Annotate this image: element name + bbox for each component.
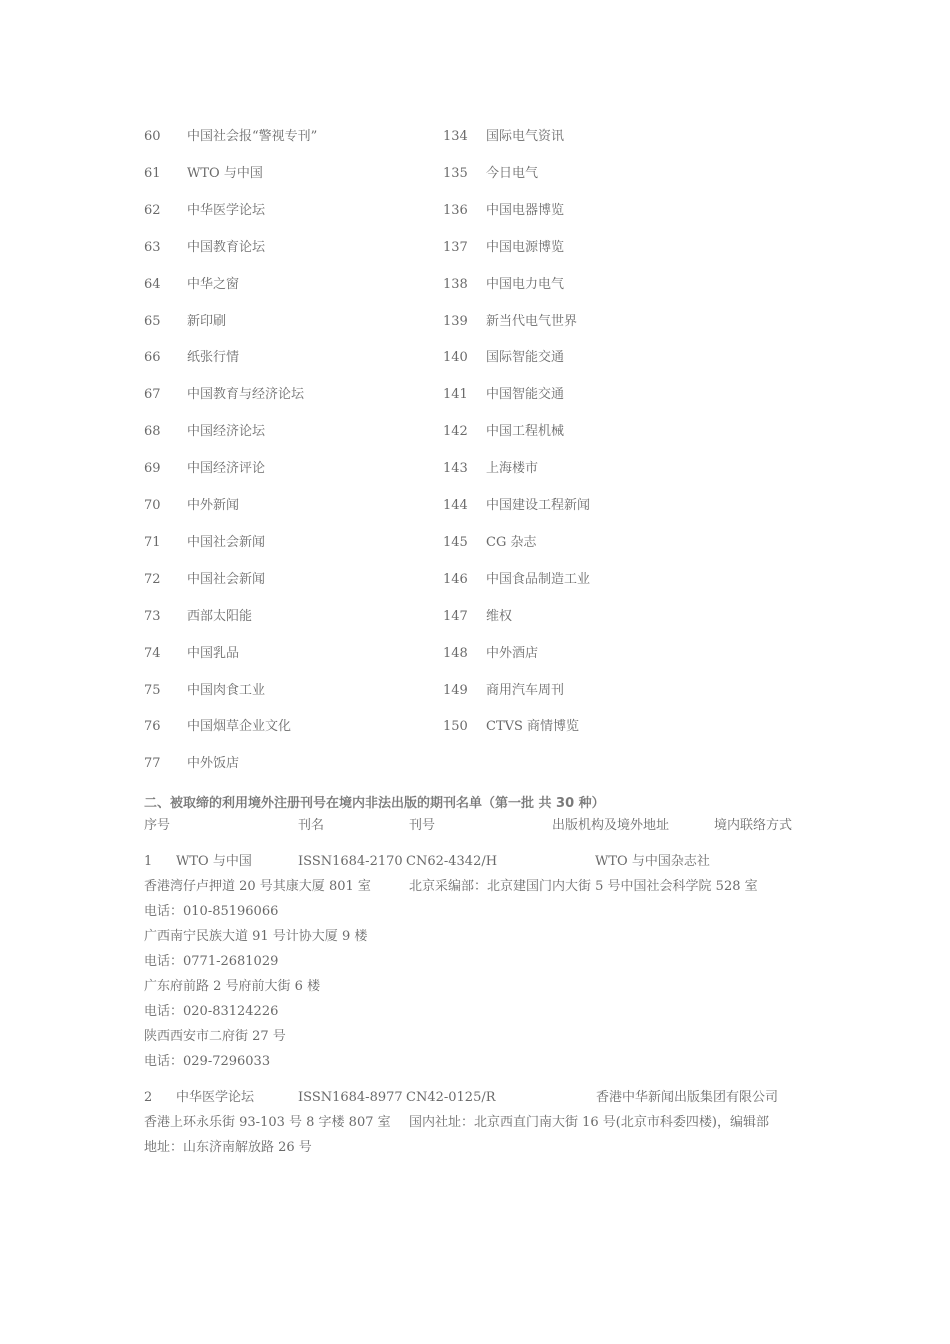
item-number: 150: [443, 719, 468, 735]
entry2-seq: 2: [144, 1090, 153, 1105]
entry1-contact-line: 广东府前路 2 号府前大街 6 楼: [144, 979, 321, 994]
item-name: 中国教育与经济论坛: [187, 387, 305, 403]
item-name: 中国智能交通: [486, 387, 565, 403]
entry1-contact-line: 陕西西安市二府街 27 号: [144, 1029, 286, 1044]
item-name: 中华之窗: [187, 276, 240, 292]
item-number: 145: [443, 534, 468, 550]
entry2-domestic-contact: 国内社址：北京西直门南大街 16 号(北京市科委四楼)，编辑部: [409, 1115, 769, 1130]
entry2-title: 中华医学论坛: [176, 1090, 255, 1105]
item-number: 72: [144, 571, 161, 587]
item-number: 143: [443, 461, 468, 477]
item-name: 新当代电气世界: [486, 313, 578, 329]
entry2-address-line: 地址：山东济南解放路 26 号: [144, 1140, 312, 1155]
item-number: 148: [443, 645, 468, 661]
list-item: [0, 459, 950, 479]
item-number: 73: [144, 608, 161, 624]
item-name: 西部太阳能: [187, 608, 253, 624]
header-publisher: 出版机构及境外地址: [552, 818, 670, 833]
entry2-publisher: 香港中华新闻出版集团有限公司: [596, 1090, 779, 1105]
item-number: 70: [144, 498, 161, 513]
list-item: [0, 681, 950, 701]
entry1-contact-line: 电话：010-85196066: [144, 904, 279, 919]
item-name: 国际电气资讯: [486, 129, 565, 144]
item-number: 75: [144, 682, 161, 698]
list-item: [0, 717, 950, 737]
list-item: [0, 570, 950, 590]
item-number: 68: [144, 424, 161, 440]
entry1-contact-line: 电话：0771-2681029: [144, 954, 279, 969]
item-number: 77: [144, 756, 161, 772]
header-issn: 刊号: [409, 818, 436, 833]
entry1-publisher: WTO 与中国杂志社: [595, 854, 710, 869]
item-name: 中国烟草企业文化: [187, 719, 292, 735]
item-number: 60: [144, 129, 161, 144]
item-number: 67: [144, 387, 161, 403]
entry1-contact-line: 广西南宁民族大道 91 号计协大厦 9 楼: [144, 929, 368, 944]
item-name: 中国教育论坛: [187, 239, 266, 255]
list-item: [0, 496, 950, 516]
item-name: 中国食品制造工业: [486, 571, 591, 587]
list-item: [0, 422, 950, 442]
entry1-contact-line: 电话：020-83124226: [144, 1004, 279, 1019]
entry1-issn: ISSN1684-2170: [298, 854, 403, 869]
item-number: 66: [144, 350, 161, 366]
section-heading: 二、被取缔的利用境外注册刊号在境内非法出版的期刊名单（第一批 共 30 种）: [144, 796, 605, 811]
item-number: 74: [144, 645, 161, 661]
item-name: 中外饭店: [187, 756, 240, 772]
list-item: [0, 385, 950, 405]
list-item: [0, 754, 950, 774]
item-number: 139: [443, 313, 468, 329]
list-item: [0, 127, 950, 147]
item-name: 中国电力电气: [486, 276, 565, 292]
item-number: 140: [443, 350, 468, 366]
item-number: 146: [443, 571, 468, 587]
item-name: WTO 与中国: [187, 165, 263, 181]
item-name: CG 杂志: [486, 534, 537, 550]
item-name: 纸张行情: [187, 350, 240, 366]
entry1-seq: 1: [144, 854, 153, 869]
list-item: [0, 275, 950, 295]
item-name: 中国社会新闻: [187, 571, 266, 587]
item-number: 149: [443, 682, 468, 698]
header-contact: 境内联络方式: [714, 818, 793, 833]
item-name: 中国经济评论: [187, 461, 266, 477]
entry2-issn: ISSN1684-8977: [298, 1090, 403, 1105]
list-item: [0, 607, 950, 627]
item-name: 中国建设工程新闻: [486, 498, 591, 513]
item-name: 中国乳品: [187, 645, 240, 661]
item-name: 国际智能交通: [486, 350, 565, 366]
list-item: [0, 644, 950, 664]
item-number: 62: [144, 202, 161, 218]
item-number: 63: [144, 239, 161, 255]
item-number: 64: [144, 276, 161, 292]
entry1-title: WTO 与中国: [176, 854, 252, 869]
item-number: 135: [443, 165, 468, 181]
item-name: 中国经济论坛: [187, 424, 266, 440]
entry2-overseas-address: 香港上环永乐街 93-103 号 8 字楼 807 室: [144, 1115, 391, 1130]
item-name: 中国社会报“警视专刊”: [187, 129, 318, 144]
item-name: 中国社会新闻: [187, 534, 266, 550]
header-seq: 序号: [144, 818, 171, 833]
item-name: 中国电源博览: [486, 239, 565, 255]
list-item: [0, 312, 950, 332]
item-number: 141: [443, 387, 468, 403]
item-number: 61: [144, 165, 161, 181]
item-number: 147: [443, 608, 468, 624]
item-name: 新印刷: [187, 313, 227, 329]
item-name: 上海楼市: [486, 461, 539, 477]
item-number: 138: [443, 276, 468, 292]
item-number: 136: [443, 202, 468, 218]
list-item: [0, 238, 950, 258]
entry1-domestic-contact: 北京采编部：北京建国门内大街 5 号中国社会科学院 528 室: [409, 879, 758, 894]
item-number: 144: [443, 498, 468, 513]
item-name: 今日电气: [486, 165, 539, 181]
item-number: 137: [443, 239, 468, 255]
item-name: 中国肉食工业: [187, 682, 266, 698]
item-name: 维权: [486, 608, 513, 624]
item-name: 中外新闻: [187, 498, 240, 513]
entry2-cn: CN42-0125/R: [406, 1090, 496, 1105]
entry1-overseas-address: 香港湾仔卢押道 20 号其康大厦 801 室: [144, 879, 371, 894]
item-number: 142: [443, 424, 468, 440]
item-number: 71: [144, 534, 161, 550]
entry1-contact-line: 电话：029-7296033: [144, 1054, 271, 1069]
item-number: 65: [144, 313, 161, 329]
item-name: 中国电器博览: [486, 202, 565, 218]
item-number: 76: [144, 719, 161, 735]
list-item: [0, 533, 950, 553]
item-number: 134: [443, 129, 468, 144]
item-name: 中华医学论坛: [187, 202, 266, 218]
item-number: 69: [144, 461, 161, 477]
item-name: 中外酒店: [486, 645, 539, 661]
header-title: 刊名: [298, 818, 325, 833]
item-name: 中国工程机械: [486, 424, 565, 440]
item-name: CTVS 商情博览: [486, 719, 580, 735]
list-item: [0, 201, 950, 221]
list-item: [0, 348, 950, 368]
list-item: [0, 164, 950, 184]
item-name: 商用汽车周刊: [486, 682, 565, 698]
entry1-cn: CN62-4342/H: [406, 854, 498, 869]
